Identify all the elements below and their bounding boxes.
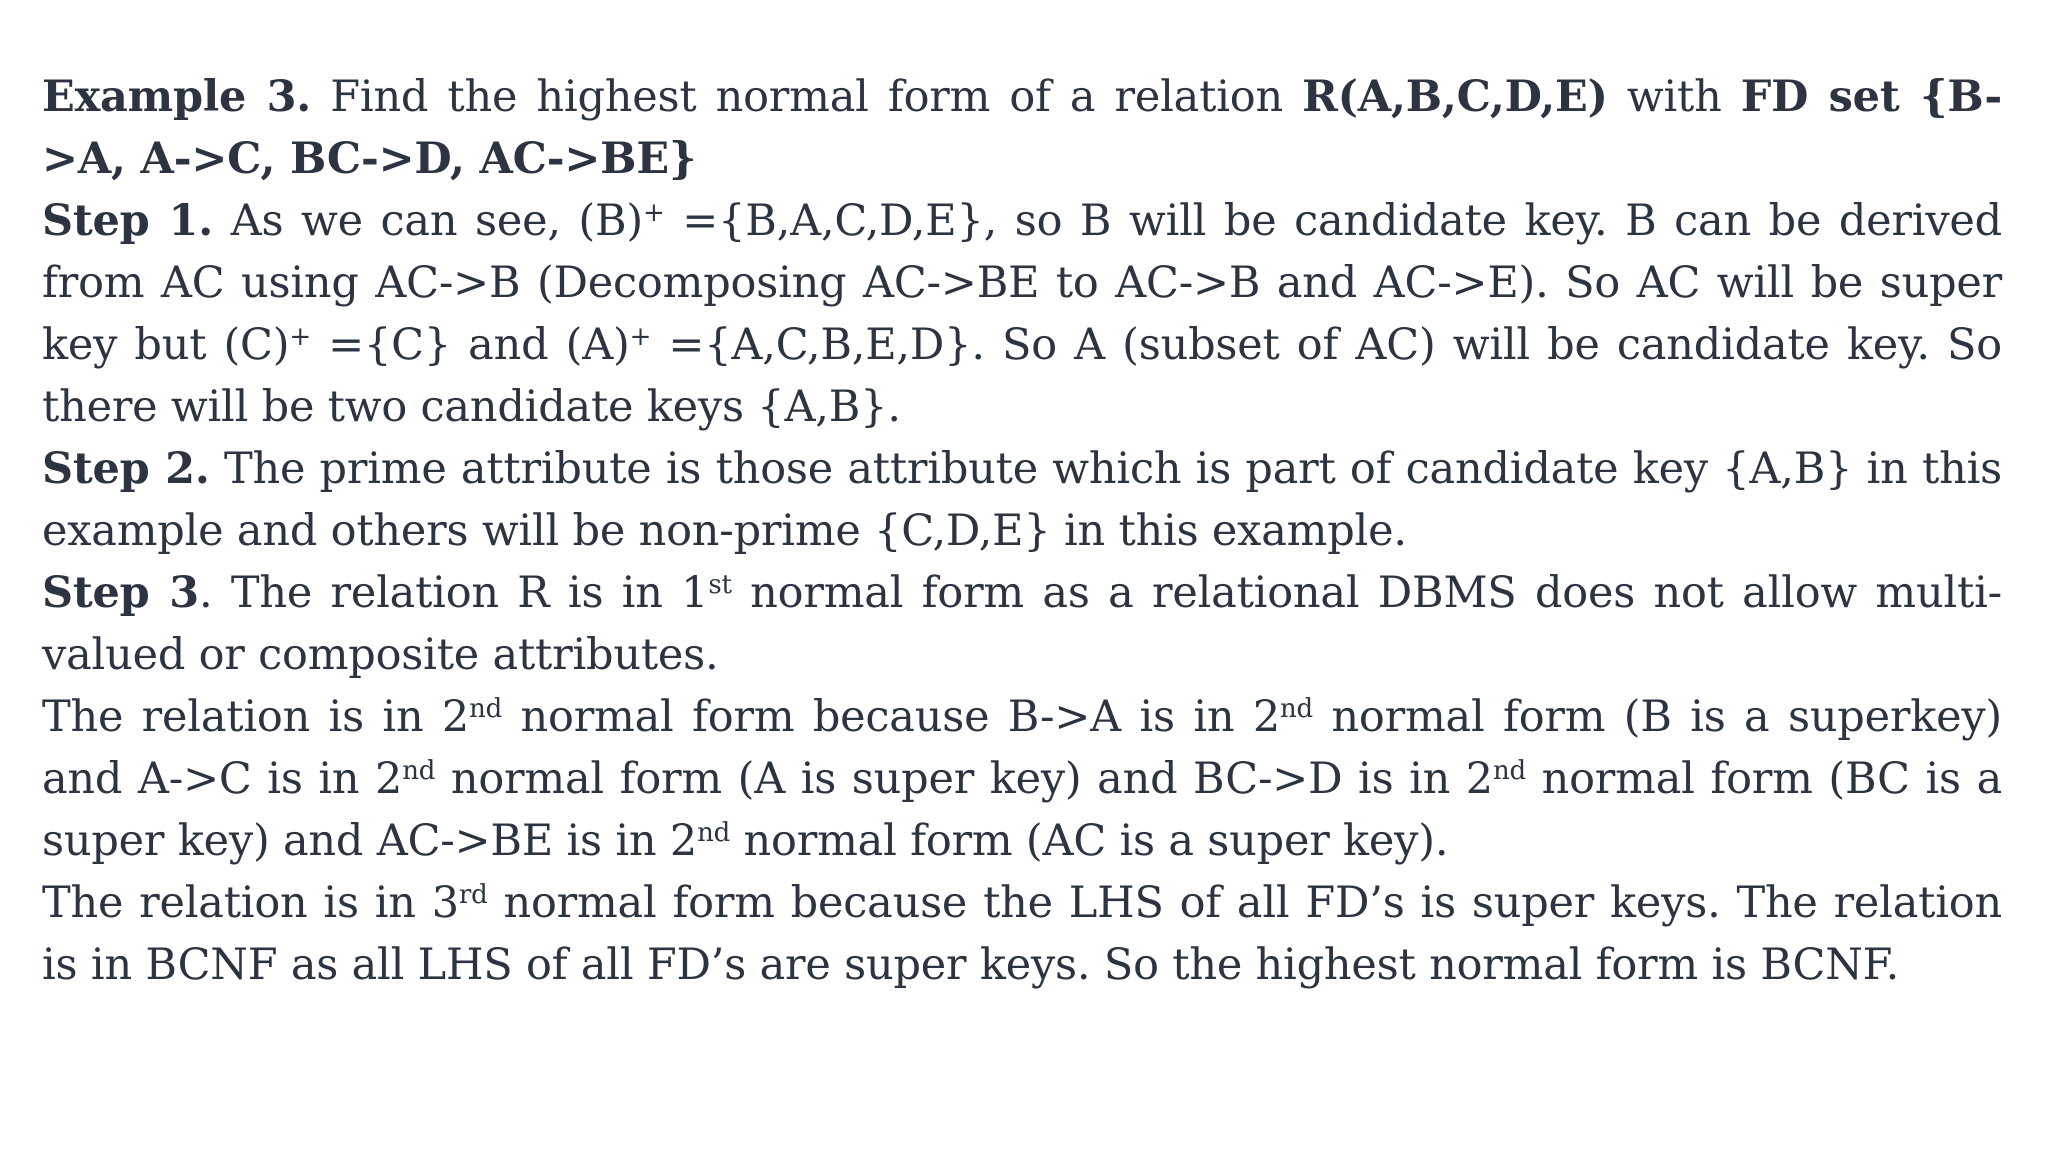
para2nd-sup-1: nd — [469, 694, 503, 724]
step3-paragraph — [42, 562, 2002, 686]
step2-text: The prime attribute is those attribute which is part of candidate key {A,B} in this example and others will be non-prime {C,D,E} in this example. — [42, 444, 2002, 556]
step1-text-4: ={A,C,B,E,D}. So A (subset of AC) will be candidate key. So there will be two candidate keys {A,B}. — [42, 320, 2002, 432]
step2-label: Step 2. — [42, 444, 210, 494]
example-label: Example 3. — [42, 72, 312, 122]
para2nd-text-6: normal form (AC is a super key). — [730, 816, 1449, 866]
step1-paragraph — [42, 190, 2002, 438]
step1-text-2: ={B,A,C,D,E}, so B will be candidate key. B can be derived from AC using AC->B (Decomposing AC->BE to AC->B and AC->E). So AC will be super key but (C) — [42, 196, 2003, 370]
para3rd-text-1: The relation is in 3 — [42, 878, 459, 928]
para2nd-sup-3: nd — [402, 756, 436, 786]
para3rd-sup-1: rd — [458, 880, 488, 910]
para2nd-text-2: normal form because B->A is in 2 — [502, 692, 1280, 742]
step1-sup-2: + — [289, 322, 311, 352]
step3-text-2: normal form as a relational DBMS does not allow multi-valued or composite attributes. — [42, 568, 2002, 680]
step1-text-3: ={C} and (A) — [310, 320, 630, 370]
example-relation: R(A,B,C,D,E) — [1302, 72, 1608, 122]
step3-text-1: . The relation R is in 1 — [198, 568, 709, 618]
para2nd-sup-5: nd — [697, 818, 731, 848]
step3-label: Step 3 — [42, 568, 199, 618]
step1-sup-1: + — [643, 198, 665, 228]
step2-paragraph — [42, 438, 2002, 562]
para2nd-sup-4: nd — [1492, 756, 1526, 786]
example-text-1: Find the highest normal form of a relation — [311, 72, 1303, 122]
para2nd-text-3: normal form (B is a superkey) and A->C is in 2 — [42, 692, 2003, 804]
step3-sup-1: st — [708, 570, 732, 600]
step1-label: Step 1. — [42, 196, 213, 246]
para2nd-text-5: normal form (BC is a super key) and AC->BE is in 2 — [42, 754, 2002, 866]
document-body — [42, 66, 2002, 996]
para3rd-text-2: normal form because the LHS of all FD’s is super keys. The relation is in BCNF as all LHS of all FD’s are super keys. So the highest normal form is BCNF. — [42, 878, 2002, 990]
example-fd-set: FD set {B->A, A->C, BC->D, AC->BE} — [42, 72, 2003, 184]
step1-sup-3: + — [629, 322, 652, 352]
third-normal-form-paragraph — [42, 872, 2002, 996]
second-normal-form-paragraph — [42, 686, 2002, 872]
para2nd-text-4: normal form (A is super key) and BC->D is in 2 — [435, 754, 1493, 804]
para2nd-text-1: The relation is in 2 — [42, 692, 470, 742]
example-paragraph — [42, 66, 2002, 190]
step1-text-1: As we can see, (B) — [212, 196, 643, 246]
para2nd-sup-2: nd — [1279, 694, 1313, 724]
example-text-2: with — [1607, 72, 1741, 122]
